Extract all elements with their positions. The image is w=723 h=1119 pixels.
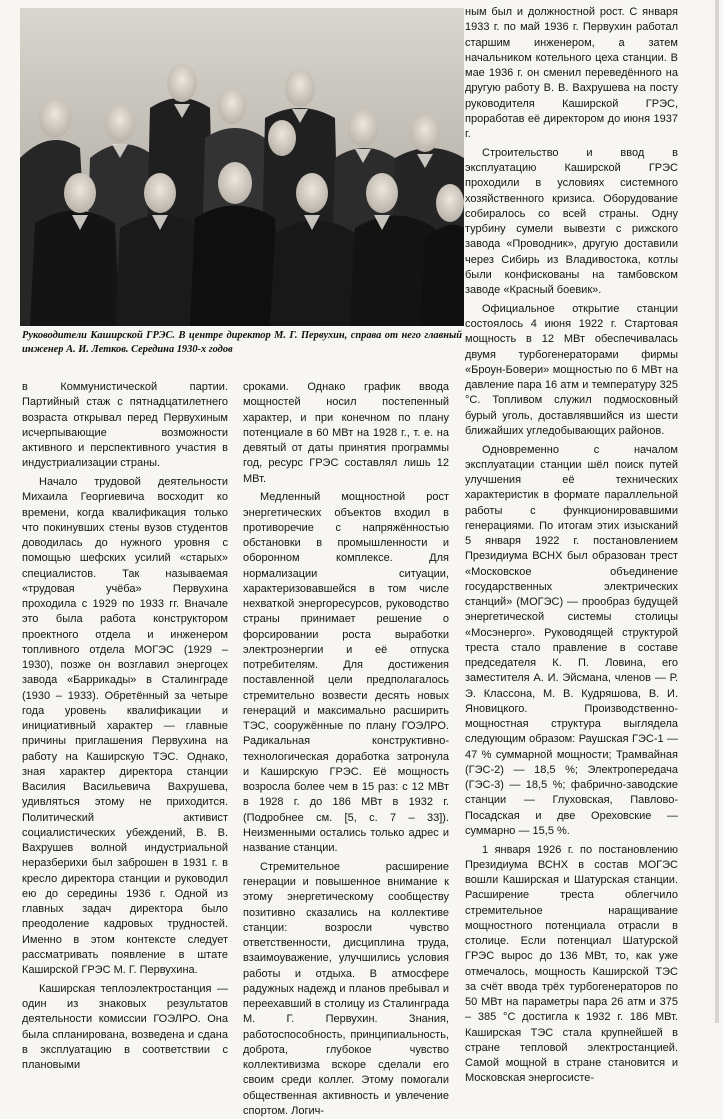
paragraph: Строительство и ввод в эксплуатацию Каширской ГРЭС проходили в условиях системного хозяйственного кризиса. Оборудование собиралось со всей страны. Одну турбину сумели вывезти с рижского завода «Проводник», другую доставили через Сибирь из Владивостока, котлы были конфискованы на тамбовском заводе «Красный боевик». xyxy=(465,146,678,296)
paragraph: сроками. Однако график ввода мощностей носил постепенный характер, и при конечном по плану потенциале в 60 МВт на 1928 г., т. е. на девятый от даты принятия программы год, ресурс ГРЭС составлял лишь 12 МВт. xyxy=(243,381,449,485)
photo-caption: Руководители Каширской ГРЭС. В центре директор М. Г. Первухин, справа от него главный инженер А. И. Летков. Середина 1930-х годов xyxy=(22,330,462,355)
paragraph: Начало трудовой деятельности Михаила Георгиевича восходит ко времени, когда квалификация только что покинувших стены вузов студентов доводилась до нужного уровня с помощью шефских усилий «старых» специалистов. Так называемая «трудовая учёба» Первухина проходила с 1929 по 1933 гг. Вначале это была работа конструктором проектного отдела и инженером топливного отдела МОГЭС (1929 – 1930), позже он возглавил энергоцех завода «Баррикады» в Сталинграде (1930 – 1933). Обретённый за четыре года уровень квалификации и инициативный характер — главные причины приглашения Первухина на работу на Каширскую ТЭС. Однако, зная характер директора станции Василия Васильевича Вахрушева, удивляться этому не приходится. Политический активист социалистических убеждений, В. В. Вахрушев волной индустриальной неразберихи был заброшен в 1931 г. в кресло директора станции и руководил ею до середины 1936 г. Одной из главных задач директора было преодоление кадровых трудностей. Именно в этом контексте следует рассматривать появление в штате Каширской ГРЭС М. Г. Первухина. xyxy=(22,476,228,976)
text-column-middle xyxy=(243,380,449,1117)
paragraph: Каширская теплоэлектростанция — один из знаковых результатов деятельности комиссии ГОЭЛРО. Она была спланирована, возведена и сдана в эксплуатацию в соответствии с плановыми xyxy=(22,982,228,1071)
group-photo-image xyxy=(20,8,464,326)
text-column-left xyxy=(22,380,228,1071)
paragraph: в Коммунистической партии. Партийный стаж с пятнадцатилетнего возраста открывал перед Первухиным исчерпывающие возможности активного и перспективного участия в индустриализации страны. xyxy=(22,381,228,470)
paragraph: ным был и должностной рост. С января 1933 г. по май 1936 г. Первухин работал старшим инженером, а затем начальником котельного цеха станции. В мае 1936 г. он сменил переведённого на другую работу В. В. Вахрушева на посту руководителя Каширской ГРЭС, проработав её директором до июня 1937 г. xyxy=(465,6,678,140)
group-photo xyxy=(20,8,464,326)
paragraph: Медленный мощностной рост энергетических объектов входил в противоречие с напряжённостью обстановки в промышленности и оборонном комплексе. Для нормализации ситуации, характеризовавшейся в том числе нехваткой энергоресурсов, руководство страны принимает решение о форсировании роста выработки электроэнергии и её отпуска потребителям. Для достижения поставленной цели предполагалось стремительно возвести десять новых генераций и максимально расширить ТЭС, сооружённые по плану ГОЭЛРО. Радикальная конструктивно-технологическая доработка затронула и Каширскую ГРЭС. Её мощность возросла более чем в 15 раз: с 12 МВт в 1928 г. до 186 МВт в 1932 г. (Подробнее см. [5, с. 7 – 33]). Неизменными остались только адрес и название станции. xyxy=(243,491,449,854)
paragraph: Одновременно с началом эксплуатации станции шёл поиск путей улучшения её технических характеристик в формате параллельной работы с функционировавшими генерациями. По итогам этих изысканий 5 января 1922 г. постановлением Президиума ВСНХ был образован трест «Московское объединение государственных электрических станций» (МОГЭС) — прообраз будущей энергетической системы столицы «Мосэнерго». Руководящей структурой треста стало правление в составе председателя К. П. Ловина, его заместителя А. И. Эйсмана, членов — Р. Э. Классона, М. В. Кудряшова, В. И. Яновицкого. Производственно-мощностная структура выглядела следующим образом: Раушская ГЭС-1 — 47 % суммарной мощности; Трамвайная (ГЭС-2) — 18,5 %; Электропередача (ГЭС-3) — 18,5 %; фабрично-заводские станции — Глуховская, Павлово-Посадская и две Ореховские — суммарно — 15,5 %. xyxy=(465,443,678,837)
paragraph: 1 января 1926 г. по постановлению Президиума ВСНХ в состав МОГЭС вошли Каширская и Шатурская станции. Расширение треста облегчило стремительное наращивание мощностного потенциала отрасли в столице. Если потенциал Шатурской ГРЭС вырос до 136 МВт, то, как уже отмечалось, мощность Каширской ТЭС за счёт ввода трёх турбогенераторов по 50 МВт на параметры пара 26 атм и 375 – 385 °С достигла к 1932 г. 186 МВт. Каширская ТЭС стала крупнейшей в стране тепловой электростанцией. Самой мощной в стране становится и Московская энергосисте- xyxy=(465,843,678,1085)
text-column-right xyxy=(465,5,678,1085)
paragraph: Официальное открытие станции состоялось 4 июня 1922 г. Стартовая мощность в 12 МВт обеспечивалась двумя турбогенераторами фирмы «Броун-Бовери» мощностью по 6 МВт на давление пара 16 атм и температуру 325 °С. Топливом служил подмосковный бурый уголь, доставлявшийся из шести ближайших угледобывающих районов. xyxy=(465,302,678,437)
page-edge xyxy=(715,0,719,1023)
paragraph: Стремительное расширение генерации и повышенное внимание к этому энергетическому сообществу позитивно сказались на коллективе станции: возросли чувство ответственности, дисциплина труда, взаимоуважение, улучшились условия работы и отдыха. В атмосфере радужных надежд и планов пребывал и переехавший в столицу из Сталинграда М. Г. Первухин. Знания, работоспособность, принципиальность, доброта, глубокое чувство коллективизма вскоре сделали его своим среди коллег. Этому помогали общественная активность и увлечение спортом. Логич- xyxy=(243,860,449,1117)
